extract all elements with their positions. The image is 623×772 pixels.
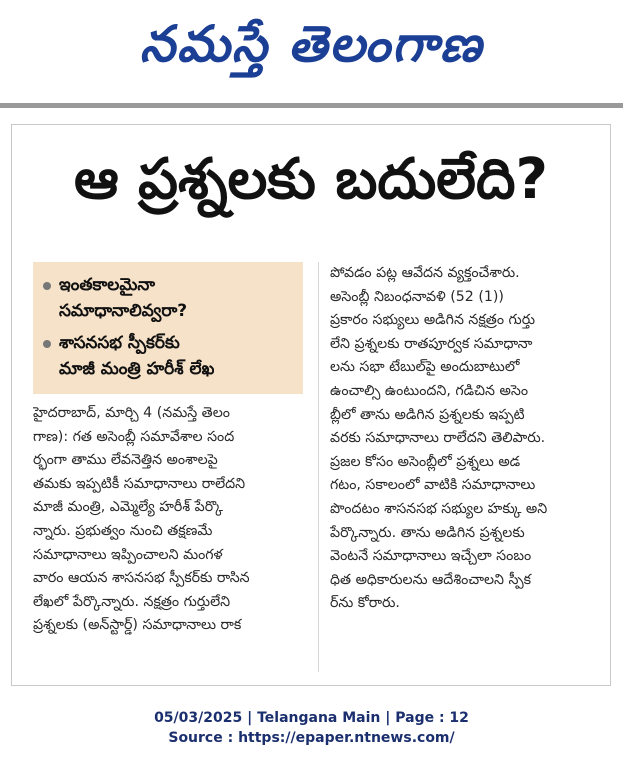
body-line: ప్రజల కోసం అసెంబ్లీలో ప్రశ్నలు అడ <box>330 453 521 470</box>
footer-source: Source : https://epaper.ntnews.com/ <box>168 730 455 746</box>
body-line: వరకు సమాధానాలు రాలేదని తెలిపారు. <box>330 430 546 447</box>
body-line: వెంటనే సమాధానాలు ఇచ్చేలా సంబం <box>330 548 532 565</box>
highlight-line: ఇంతకాలమైనా <box>59 275 155 295</box>
body-line: హైదరాబాద్, మార్చి 4 (నమస్తే తెలం <box>33 405 230 421</box>
body-line: లేఖలో పేర్కొన్నారు. నక్షత్రం గుర్తులేని <box>33 593 231 610</box>
body-line: పొందటం శాసనసభ సభ్యుల హక్కు అని <box>330 500 548 517</box>
masthead-title: నమస్తే తెలంగాణ <box>139 14 484 73</box>
body-line: బ్లీలో తాను అడిగిన ప్రశ్నలకు ఇప్పటి <box>330 406 525 423</box>
body-line: ప్రశ్నలకు (అన్‌స్టార్డ్) సమాధానాలు రాక <box>33 617 242 634</box>
article-body-right-column <box>330 262 606 616</box>
body-line: పోవడం పట్ల ఆవేదన వ్యక్తంచేశారు. <box>330 265 520 281</box>
footer <box>0 708 623 748</box>
article-headline: ఆ ప్రశ్నలకు బదులేది? <box>73 146 549 212</box>
body-line: న్నారు. ప్రభుత్వం నుంచి తక్షణమే <box>33 522 213 539</box>
highlight-item <box>43 272 297 324</box>
body-line: లను సభా టేబుల్‌పై అందుబాటులో <box>330 359 520 376</box>
body-line: అసెంబ్లీ నిబంధనావళి (52 (1)) <box>330 288 504 305</box>
body-line: ప్రకారం సభ్యులు అడిగిన నక్షత్రం గుర్తు <box>330 312 536 329</box>
body-line: లేని ప్రశ్నలకు రాతపూర్వక సమాధానా <box>330 335 533 352</box>
body-line: గటం, సకాలంలో వాటికి సమాధానాలు <box>330 477 536 494</box>
masthead <box>0 0 623 100</box>
highlight-line: మాజీ మంత్రి హరీశ్ లేఖ <box>59 359 215 379</box>
body-line: ర్‌ను కోరారు. <box>330 595 400 612</box>
highlight-text <box>59 330 214 382</box>
body-line: గాణ): గత అసెంబ్లీ సమావేశాల సంద <box>33 428 235 445</box>
body-line: పేర్కొన్నారు. తాను అడిగిన ప్రశ్నలకు <box>330 524 525 541</box>
column-divider <box>318 262 319 672</box>
highlight-text <box>59 272 187 324</box>
body-line: తమకు ఇప్పటికీ సమాధానాలు రాలేదని <box>33 475 246 492</box>
highlight-item <box>43 330 297 382</box>
bullet-icon <box>43 282 51 290</box>
highlights-box <box>33 262 303 394</box>
bullet-icon <box>43 340 51 348</box>
highlight-line: శాసనసభ స్పీకర్‌కు <box>59 333 180 353</box>
body-line: సమాధానాలు ఇప్పించాలని మంగళ <box>33 546 223 563</box>
highlight-line: సమాధానాలివ్వరా? <box>59 301 188 321</box>
body-line: ర్భంగా తాము లేవనెత్తిన అంశాలపై <box>33 452 218 469</box>
body-line: ధిత అధికారులను ఆదేశించాలని స్పీక <box>330 571 532 588</box>
footer-edition-info: 05/03/2025 | Telangana Main | Page : 12 <box>154 710 469 726</box>
body-line: వారం ఆయన శాసనసభ స్పీకర్‌కు రాసిన <box>33 570 250 587</box>
body-line: మాజీ మంత్రి, ఎమ్మెల్యే హరీశ్ పేర్కొ <box>33 499 223 516</box>
masthead-divider <box>0 103 623 108</box>
body-line: ఉంచాల్సి ఉంటుందని, గడిచిన అసెం <box>330 382 529 399</box>
article-body-left-column <box>33 402 315 638</box>
